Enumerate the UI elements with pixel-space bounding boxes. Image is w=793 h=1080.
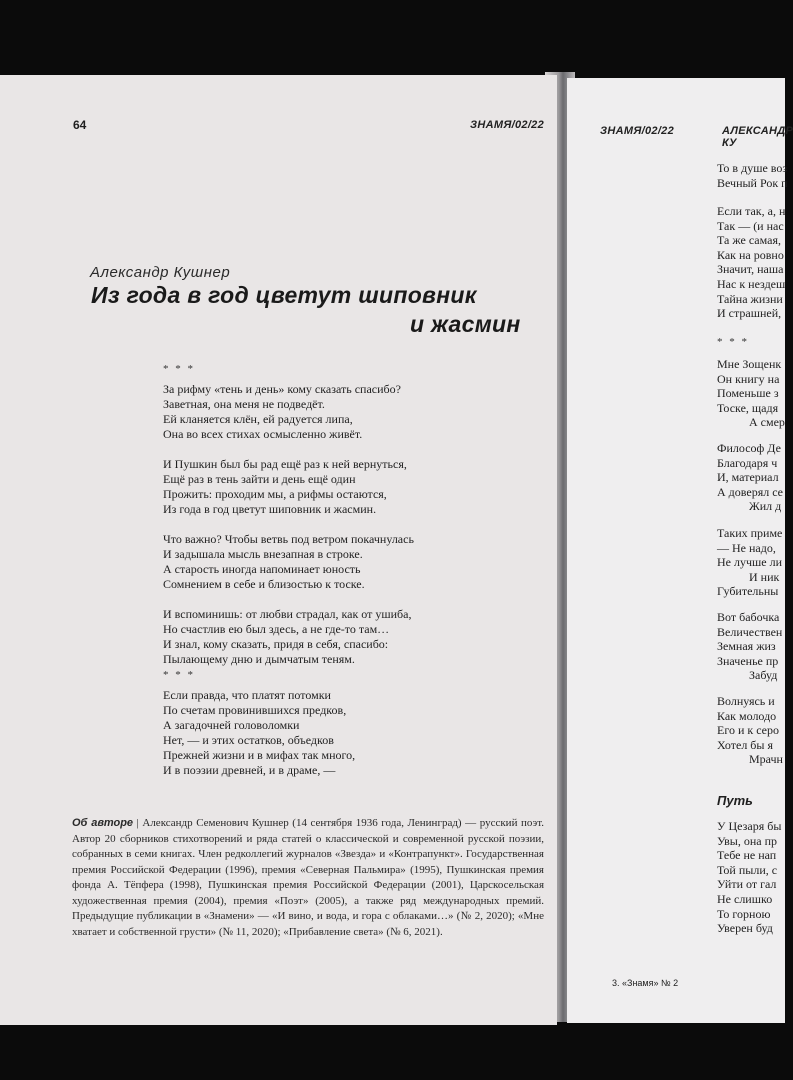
poem-line: Значенье пр	[717, 653, 779, 668]
poem-separator: * * *	[163, 363, 195, 375]
poem-line: И знал, кому сказать, придя в себя, спасибо:	[163, 637, 389, 651]
poem-line: По счетам провинившихся предков,	[163, 703, 347, 717]
poem-line: Пылающему дню и дымчатым теням.	[163, 652, 355, 666]
section-title: Путь	[717, 793, 753, 808]
poem-line: Благодаря ч	[717, 455, 778, 470]
poem-line: И задышала мысль внезапная в строке.	[163, 547, 363, 561]
poem-line: Ей кланяется клён, ей радуется липа,	[163, 412, 353, 426]
poem-line: У Цезаря бы	[717, 819, 782, 833]
poem-line: Увы, она пр	[717, 833, 778, 848]
poem-line: Прежней жизни и в мифах так много,	[163, 748, 356, 762]
title-line-1: Из года в год цветут шиповник	[91, 282, 477, 308]
poem-line	[163, 517, 414, 532]
poem-line: Из года в год цветут шиповник и жасмин.	[163, 502, 377, 516]
poem-line: Как на ровно	[717, 247, 784, 262]
poem-line: А доверял се	[717, 484, 783, 499]
poem-line: Но счастлив ею был здесь, а не где-то там…	[163, 622, 390, 636]
poem-line: Прожить: проходим мы, а рифмы остаются,	[163, 487, 387, 501]
right-page	[567, 78, 793, 1023]
left-page	[0, 75, 557, 1025]
poem-line: Что важно? Чтобы ветвь под ветром покачнулась	[163, 532, 414, 546]
poem-line	[163, 442, 414, 457]
poem-line: Та же самая,	[717, 233, 781, 248]
poem-line: Волнуясь и	[717, 694, 775, 708]
running-head: ЗНАМЯ/02/22	[470, 119, 545, 131]
poem-separator: * * *	[163, 669, 195, 681]
poem-1	[163, 382, 414, 667]
poem-line: Он книгу на	[717, 371, 780, 386]
poem-line-indented: А смер	[749, 415, 785, 430]
poem-line: Вот бабочка	[717, 610, 780, 624]
running-head-left: ЗНАМЯ/02/22	[600, 125, 675, 137]
about-label: Об авторе	[72, 817, 134, 829]
poem-line-indented: И ник	[749, 569, 780, 584]
poem-line: — Не надо,	[717, 540, 776, 555]
poem-line: Таких приме	[717, 526, 783, 540]
poem-line: Заветная, она меня не подведёт.	[163, 397, 325, 411]
poem-line	[163, 592, 414, 607]
poem-line: Значит, наша	[717, 262, 784, 277]
poem-line: И Пушкин был бы рад ещё раз к ней вернуться,	[163, 457, 407, 471]
poem-line: Уйти от гал	[717, 877, 777, 892]
poem-line: Философ Де	[717, 441, 781, 455]
poem-line: А загадочней головоломки	[163, 718, 300, 732]
poem-line: И страшней,	[717, 306, 782, 321]
poem-line: Величествен	[717, 624, 783, 639]
about-author	[72, 816, 544, 940]
page-footer: 3. «Знамя» № 2	[612, 978, 679, 988]
poem-line: И, материал	[717, 470, 779, 485]
poem-line: Хотел бы я	[717, 737, 773, 752]
poem-line: Сомнением в себе и близостью к тоске.	[163, 577, 365, 591]
about-text: | Александр Семенович Кушнер (14 сентября 1936 года, Ленинград) — русский поэт. Автор 20 сборников стихотворений и ряда статей о классической и современной русской поэзии, собранных в семи книгах. Член редколлегий журналов «Звезда» и «Контрапункт». Государственная премия Российской Федерации (1996), премия «Северная Пальмира» (1995), Пушкинская премия фонда А. Тёпфера (1998), Пушкинская премия Российской Федерации (2001), Царскосельская художественная премия (2004), премия «Поэт» (2005), а также ряд международных премий. Предыдущие публикации в «Знамени» — «И вино, и вода, и гора с облаками…» (№ 2, 2020); «Мне хватает и собственной грусти» (№ 11, 2020); «Прибавление света» (№ 6, 2021).	[72, 817, 544, 938]
poem-line: Ещё раз в тень зайти и день ещё один	[163, 472, 356, 486]
poem-line: Тебе не нап	[717, 848, 777, 863]
poem-line: Как молодо	[717, 708, 777, 723]
title-line-2: и жасмин	[410, 311, 521, 337]
poem-line: То горною	[717, 906, 771, 921]
poem-line: Тайна жизни	[717, 291, 783, 306]
poem-2	[163, 688, 355, 778]
poem-line: То в душе воз	[717, 161, 788, 175]
poem-line: Вечный Рок п	[717, 175, 788, 190]
poem-line: Той пыли, с	[717, 862, 778, 877]
poem-line: Если так, а, н	[717, 204, 786, 218]
author-name: Александр Кушнер	[90, 264, 231, 281]
poem-line: И в поэзии древней, и в драме, —	[163, 763, 336, 777]
running-head-right: АЛЕКСАНДР КУ	[722, 125, 793, 149]
poem-line: Нет, — и этих остатков, объедков	[163, 733, 334, 747]
poem-line: Не лучше ли	[717, 555, 782, 570]
poem-line: Губительны	[717, 584, 779, 599]
poem-line: Земная жиз	[717, 639, 776, 654]
page-number: 64	[73, 118, 87, 132]
poem-line-indented: Жил д	[749, 499, 782, 514]
poem-line: Не слишко	[717, 892, 773, 906]
poem-line: Так — (и нас	[717, 218, 784, 233]
poem-line: Если правда, что платят потомки	[163, 688, 331, 702]
poem-line-indented: Мрачн	[749, 752, 783, 767]
poem-line: Уверен буд	[717, 921, 773, 936]
poem-line: Нас к нездеш	[717, 277, 786, 291]
poem-line: А старость иногда напоминает юность	[163, 562, 361, 576]
poem-line: Мне Зощенк	[717, 357, 782, 371]
poem-line: Поменьше з	[717, 386, 779, 401]
poem-line: Его и к серо	[717, 723, 780, 738]
poem-line: Тоске, щадя	[717, 400, 779, 415]
poem-separator: * * *	[717, 336, 749, 348]
poem-line-indented: Забуд	[749, 668, 778, 683]
poem-line: За рифму «тень и день» кому сказать спасибо?	[163, 382, 401, 396]
poem-line: И вспоминишь: от любви страдал, как от ушиба,	[163, 607, 412, 621]
poem-line: Она во всех стихах осмысленно живёт.	[163, 427, 363, 441]
